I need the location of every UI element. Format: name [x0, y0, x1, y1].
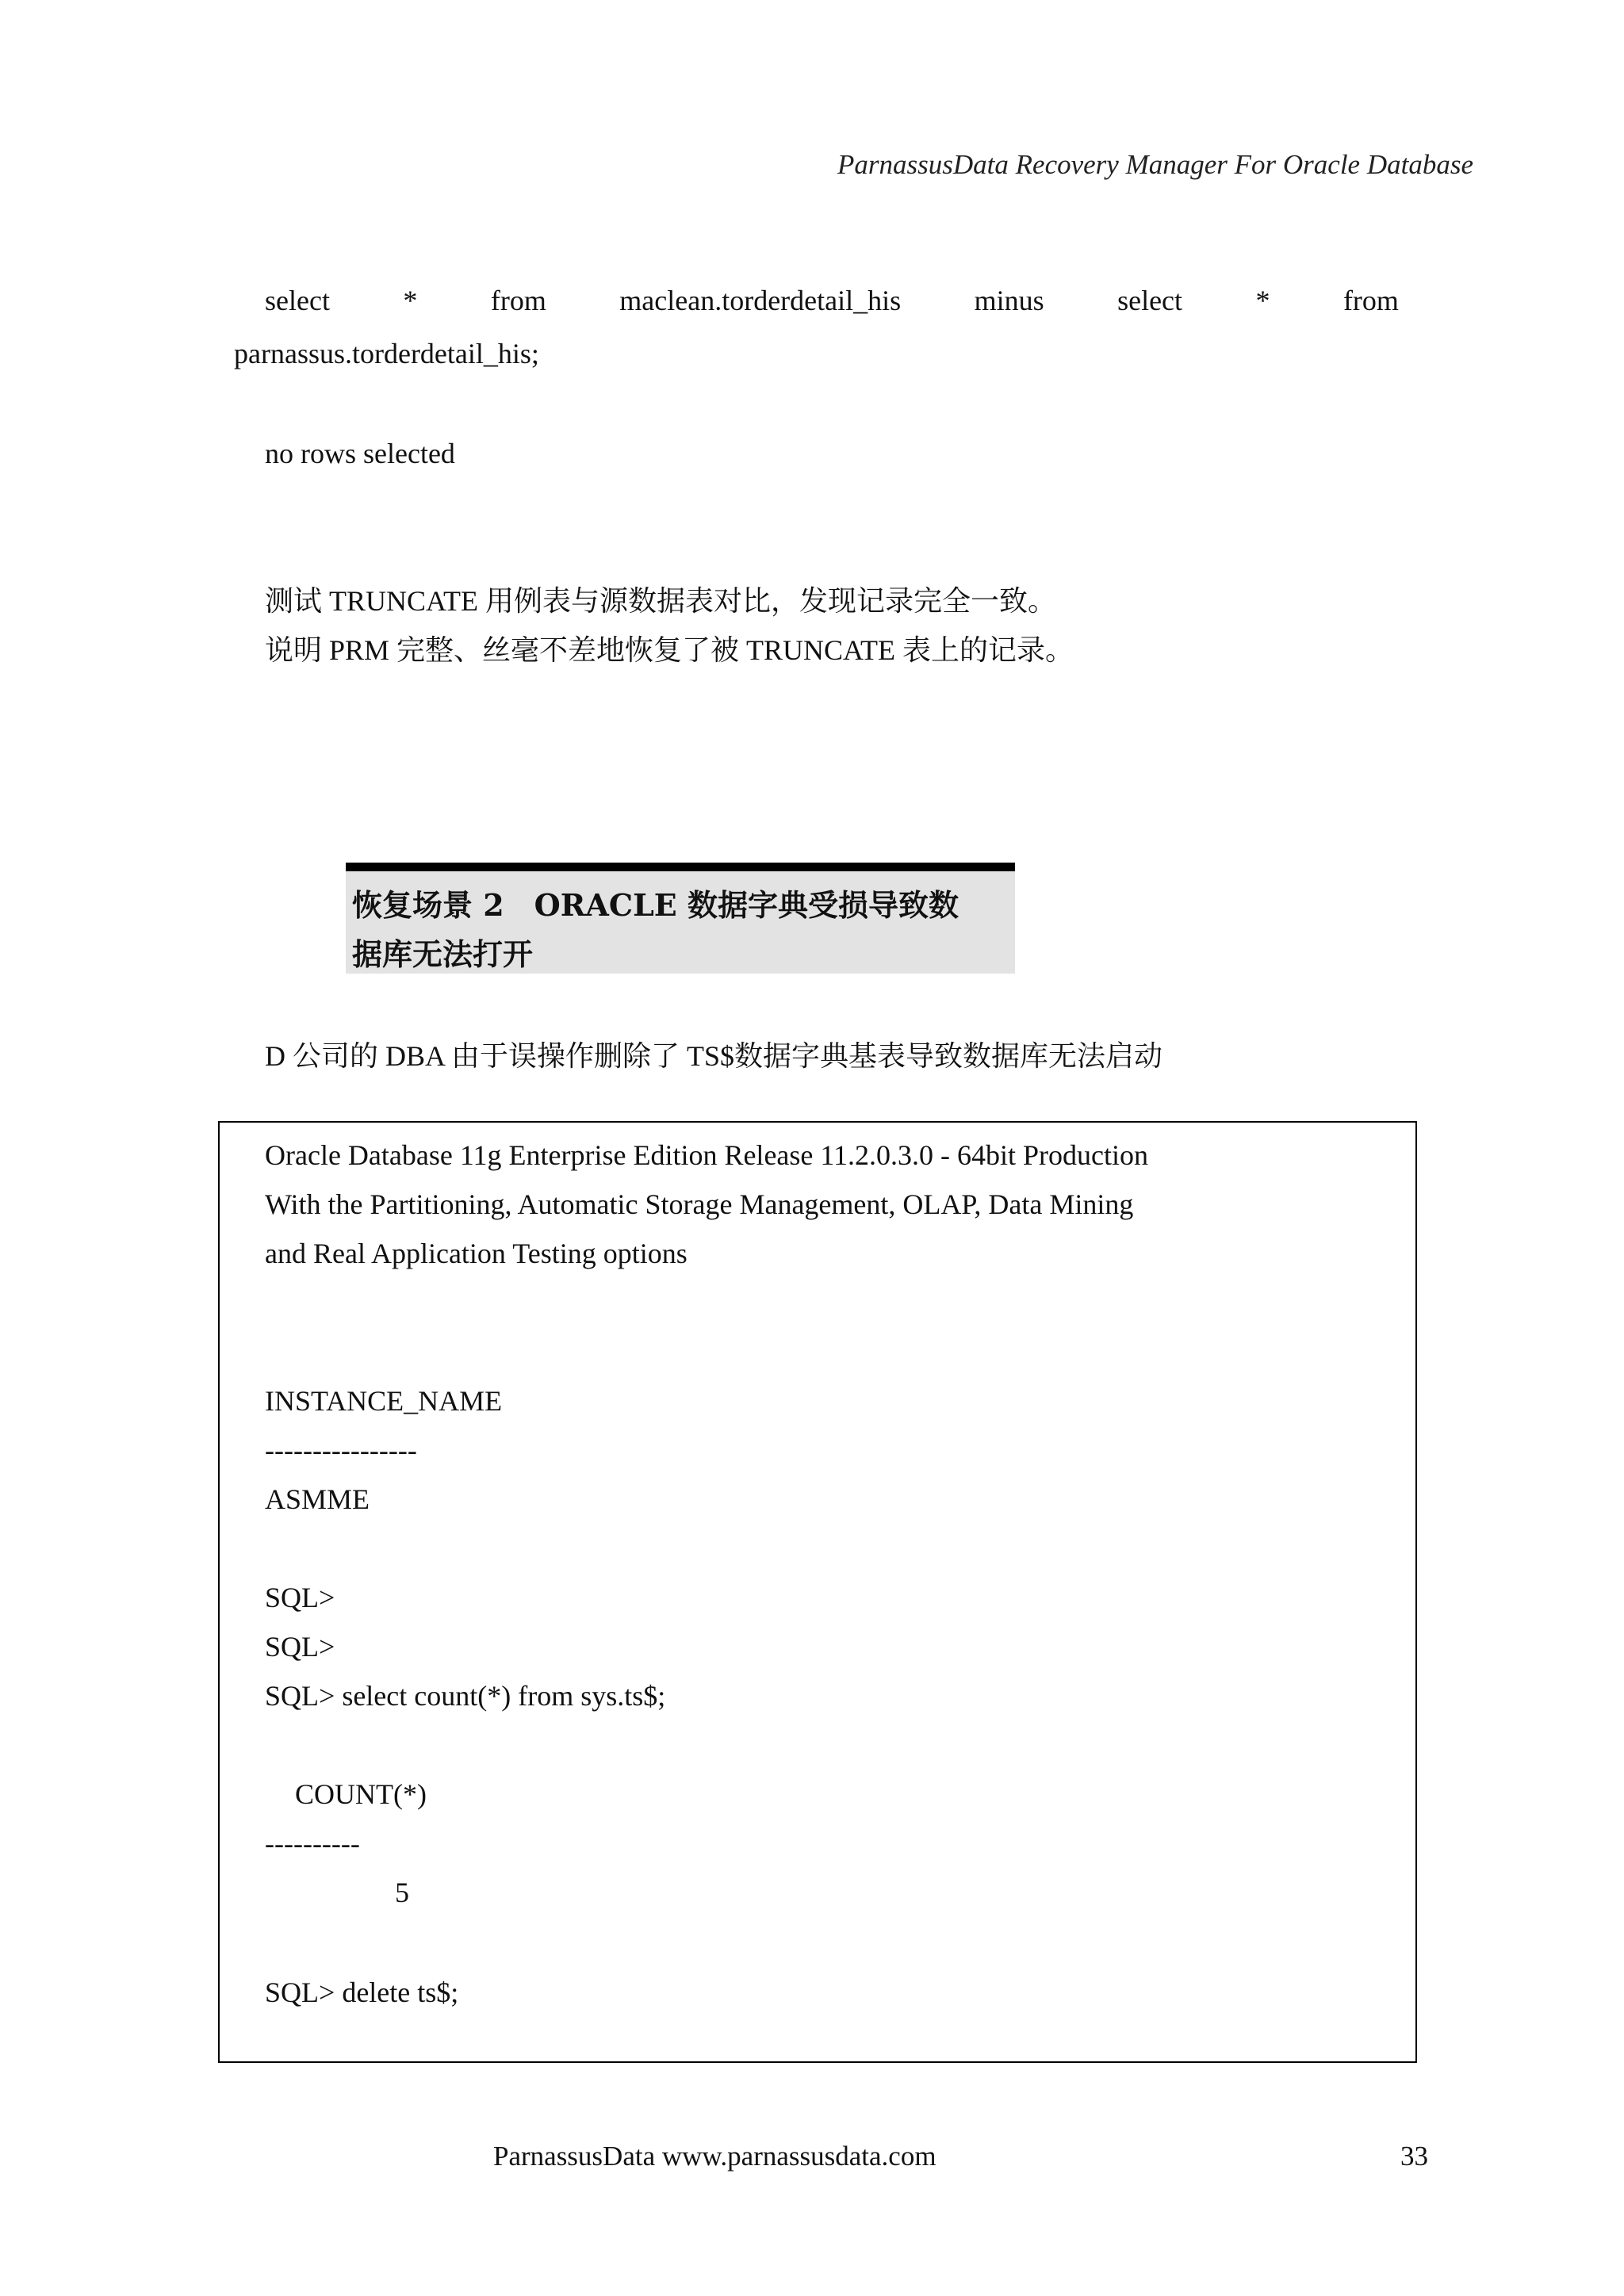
query-word: minus	[974, 285, 1044, 316]
sql-prompt: SQL>	[265, 1631, 335, 1663]
section-heading	[346, 863, 1015, 974]
count-column-header: COUNT(*)	[295, 1778, 427, 1810]
console-banner-line: With the Partitioning, Automatic Storage Management, OLAP, Data Mining	[265, 1188, 1134, 1220]
query-word: select	[265, 285, 330, 316]
section-title-line-2: 据库无法打开	[352, 936, 534, 972]
query-word: select	[1117, 285, 1183, 316]
page-number: 33	[1400, 2141, 1428, 2172]
instance-name-rule: ----------------	[265, 1434, 417, 1466]
console-banner-line: Oracle Database 11g Enterprise Edition Release 11.2.0.3.0 - 64bit Production	[265, 1139, 1149, 1171]
sql-prompt: SQL>	[265, 1582, 335, 1613]
sql-count-query: SQL> select count(*) from sys.ts$;	[265, 1680, 666, 1712]
section-title-line-1: 恢复场景 2 ORACLE 数据字典受损导致数	[352, 887, 959, 923]
intro-paragraph: D 公司的 DBA 由于误操作删除了 TS$数据字典基表导致数据库无法启动	[265, 1040, 1163, 1072]
note-line-1: 测试 TRUNCATE 用例表与源数据表对比，发现记录完全一致。	[265, 585, 1056, 617]
query-word: *	[403, 285, 418, 316]
query-line-2: parnassus.torderdetail_his;	[234, 338, 539, 369]
count-value: 5	[395, 1877, 409, 1908]
query-line-1	[265, 284, 1399, 317]
footer-site: ParnassusData www.parnassusdata.com	[493, 2141, 936, 2172]
query-result: no rows selected	[265, 438, 455, 469]
query-word: *	[1255, 285, 1270, 316]
count-column-rule: ----------	[265, 1827, 360, 1859]
query-word: maclean.torderdetail_his	[619, 285, 902, 316]
instance-name-header: INSTANCE_NAME	[265, 1385, 503, 1417]
query-word: from	[1342, 285, 1399, 316]
instance-name-value: ASMME	[265, 1483, 370, 1515]
note-line-2: 说明 PRM 完整、丝毫不差地恢复了被 TRUNCATE 表上的记录。	[265, 634, 1074, 666]
query-word: from	[490, 285, 546, 316]
running-header: ParnassusData Recovery Manager For Oracle Database	[837, 149, 1473, 180]
sql-delete-statement: SQL> delete ts$;	[265, 1976, 459, 2008]
console-banner-line: and Real Application Testing options	[265, 1238, 688, 1269]
